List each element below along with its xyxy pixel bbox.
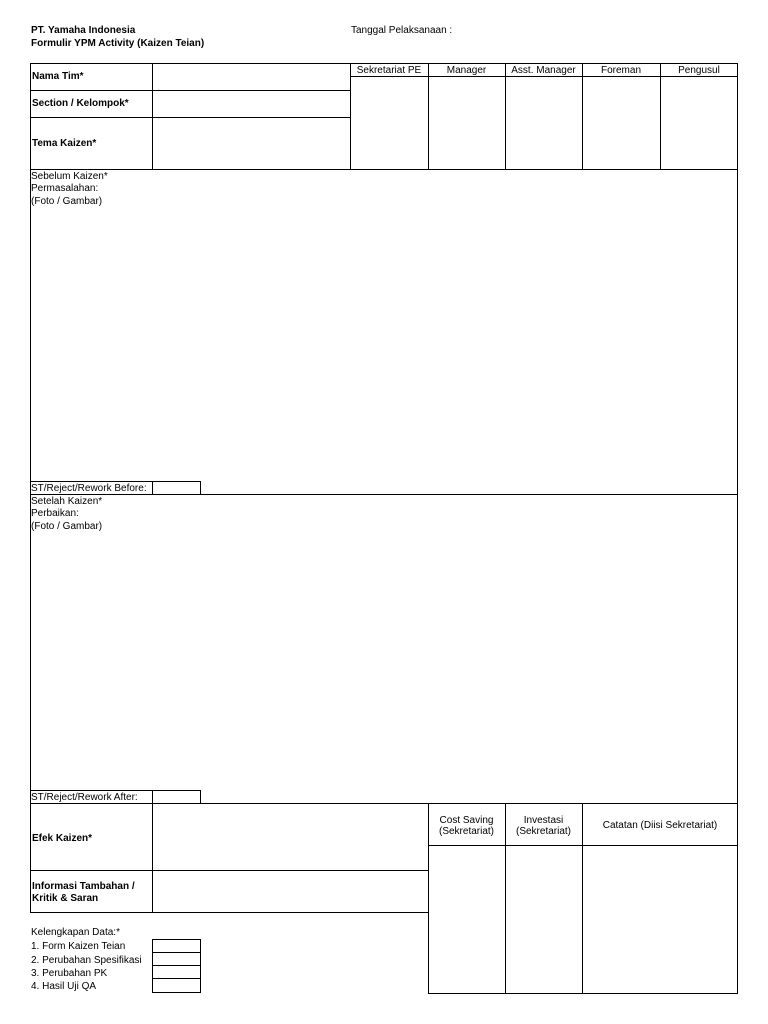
checklist-box-hasil-uji-qa[interactable]	[152, 978, 201, 993]
after-metric-input[interactable]	[152, 790, 201, 804]
informasi-tambahan-input[interactable]	[153, 871, 427, 912]
company-name: PT. Yamaha Indonesia	[31, 25, 136, 36]
before-metric-label: ST/Reject/Rework Before:	[31, 483, 147, 494]
approval-asst-manager: Asst. Manager	[511, 65, 576, 76]
checklist-item-perubahan-spesifikasi: 2. Perubahan Spesifikasi	[31, 955, 142, 966]
after-metric-top-line	[30, 790, 153, 791]
checklist-item-hasil-uji-qa: 4. Hasil Uji QA	[31, 981, 97, 992]
checklist-title: Kelengkapan Data:*	[31, 927, 120, 938]
checklist-item-form-kaizen: 1. Form Kaizen Teian	[31, 941, 126, 952]
checklist-item-perubahan-pk: 3. Perubahan PK	[31, 968, 108, 979]
date-input[interactable]	[460, 22, 610, 37]
signature-sekretariat-pe[interactable]	[351, 77, 427, 169]
signature-foreman[interactable]	[583, 77, 659, 169]
catatan-input[interactable]	[583, 846, 737, 993]
checklist-box-perubahan-spesifikasi[interactable]	[152, 952, 201, 966]
section-kelompok-input[interactable]	[153, 91, 349, 117]
approval-sekretariat-pe: Sekretariat PE	[356, 65, 422, 76]
checklist-box-form-kaizen[interactable]	[152, 939, 201, 953]
before-problem-label: Permasalahan:	[31, 183, 99, 194]
after-photo-label: (Foto / Gambar)	[31, 521, 103, 532]
after-kaizen-section[interactable]	[30, 494, 738, 804]
date-label: Tanggal Pelaksanaan :	[351, 25, 453, 36]
investasi-header: Investasi	[523, 815, 564, 826]
form-title: Formulir YPM Activity (Kaizen Teian)	[31, 38, 205, 49]
before-title: Sebelum Kaizen*	[31, 171, 108, 182]
signature-manager[interactable]	[429, 77, 504, 169]
after-improvement-label: Perbaikan:	[31, 508, 79, 519]
tema-kaizen-input[interactable]	[153, 118, 349, 169]
label-section-kelompok: Section / Kelompok*	[32, 98, 129, 109]
before-metric-top-line	[30, 481, 153, 482]
before-photo-label: (Foto / Gambar)	[31, 196, 103, 207]
cost-saving-input[interactable]	[429, 846, 504, 993]
checklist-box-perubahan-pk[interactable]	[152, 965, 201, 979]
cost-saving-header: Cost Saving	[439, 815, 494, 826]
before-metric-input[interactable]	[152, 481, 201, 495]
after-metric-label: ST/Reject/Rework After:	[31, 792, 138, 803]
investasi-subheader: (Sekretariat)	[515, 826, 571, 837]
signature-pengusul[interactable]	[661, 77, 737, 169]
signature-asst-manager[interactable]	[506, 77, 581, 169]
label-nama-tim: Nama Tim*	[32, 71, 84, 82]
after-title: Setelah Kaizen*	[31, 496, 103, 507]
label-tema-kaizen: Tema Kaizen*	[32, 138, 97, 149]
approval-foreman: Foreman	[600, 65, 641, 76]
approval-manager: Manager	[446, 65, 487, 76]
catatan-header: Catatan (Diisi Sekretariat)	[602, 820, 718, 831]
approval-pengusul: Pengusul	[678, 65, 720, 76]
label-informasi-tambahan: Informasi Tambahan /	[32, 881, 135, 892]
label-efek-kaizen: Efek Kaizen*	[32, 833, 93, 844]
nama-tim-input[interactable]	[153, 64, 349, 90]
label-kritik-saran: Kritik & Saran	[32, 893, 99, 904]
before-kaizen-section[interactable]	[30, 169, 738, 495]
investasi-input[interactable]	[506, 846, 581, 993]
efek-kaizen-input[interactable]	[153, 804, 427, 870]
cost-saving-subheader: (Sekretariat)	[438, 826, 494, 837]
